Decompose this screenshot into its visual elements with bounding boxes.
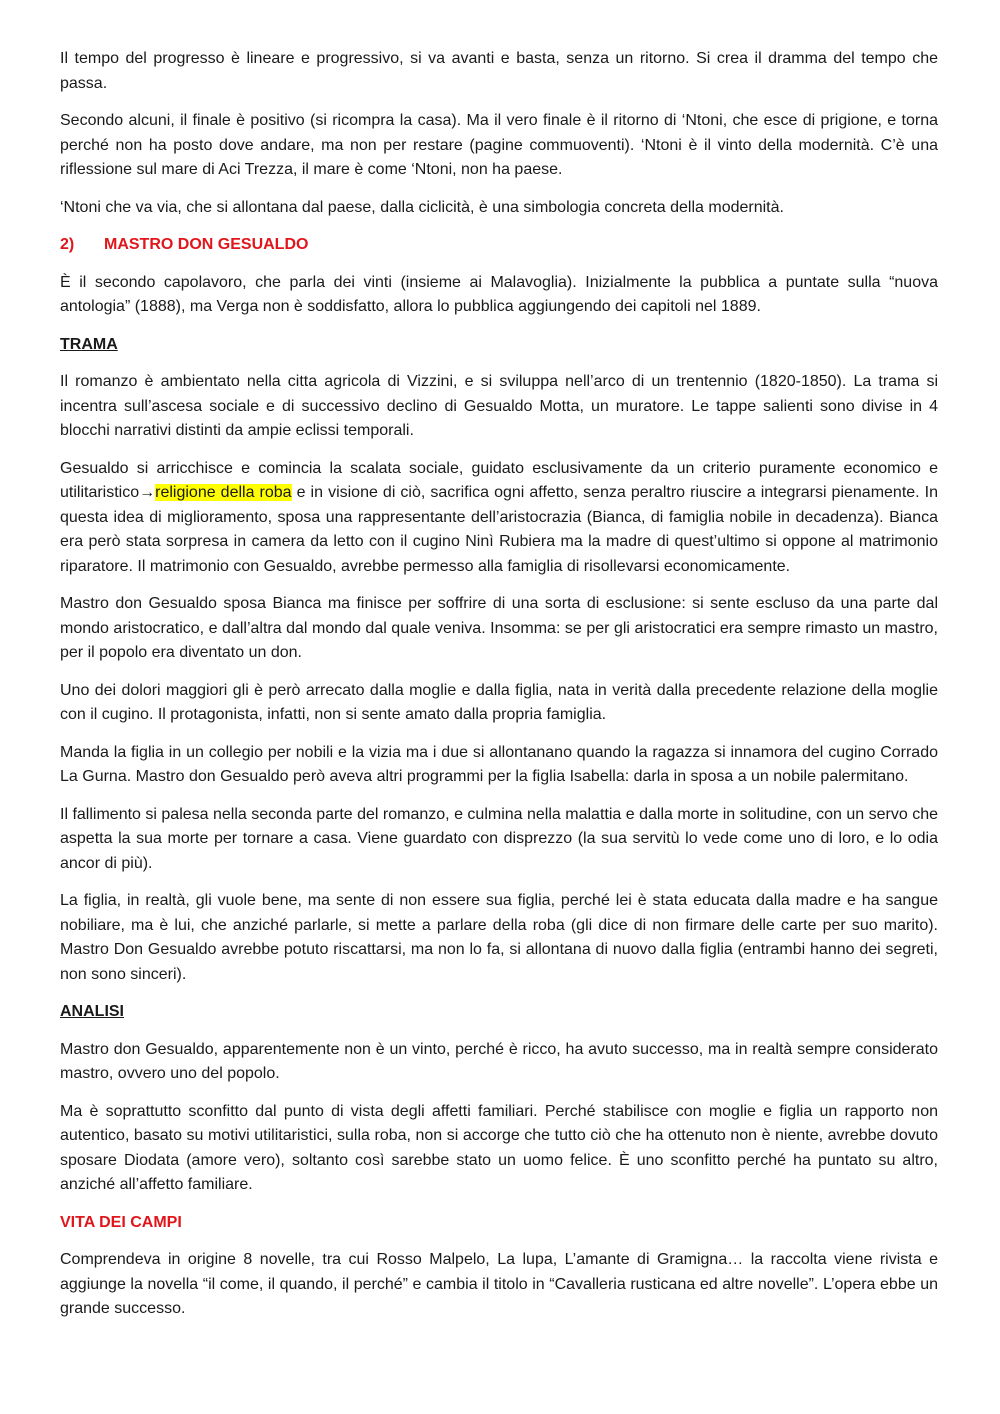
paragraph-scalata-sociale [60, 457, 938, 580]
paragraph-esclusione: Mastro don Gesualdo sposa Bianca ma finisce per soffrire di una sorta di esclusione: si sente escluso da una parte dal mondo aristocratico, e dall’altra dal mondo dal quale veniva. Insomma: se per gli aristocratici era sempre rimasto un mastro, per il popolo era diventato un don. [60, 595, 938, 661]
paragraph-tempo-progresso: Il tempo del progresso è lineare e progressivo, si va avanti e basta, senza un ritorno. Si crea il dramma del tempo che passa. [60, 50, 938, 92]
paragraph-capolavoro: È il secondo capolavoro, che parla dei vinti (insieme ai Malavoglia). Inizialmente la pubblica a puntate sulla “nuova antologia” (1888), ma Verga non è soddisfatto, allora lo pubblica aggiungendo dei capitoli nel 1889. [60, 273, 938, 315]
subheading-analisi: ANALISI [60, 1003, 124, 1020]
document-page [60, 47, 938, 1335]
paragraph-figlia-collegio: Manda la figlia in un collegio per nobili e la vizia ma i due si allontanano quando la ragazza si innamora del cugino Corrado La Gurna. Mastro don Gesualdo però aveva altri programmi per la figlia Isabella: darla in sposa a un nobile palermitano. [60, 743, 938, 785]
highlighted-religione-della-roba: religione della roba [155, 484, 292, 501]
paragraph-figlia-affetto: La figlia, in realtà, gli vuole bene, ma sente di non essere sua figlia, perché lei è stata educata dalla madre e ha sangue nobiliare, ma è lui, che anziché parlarle, si mette a parlare della roba (gli dice di non firmare delle carte per suo marito). Mastro Don Gesualdo avrebbe potuto riscattarsi, ma non lo fa, si allontana di nuovo dalla figlia (entrambi hanno dei segreti, non sono sinceri). [60, 892, 938, 983]
section-heading-mastro-don-gesualdo [60, 233, 938, 258]
paragraph-analisi-vinto: Mastro don Gesualdo, apparentemente non è un vinto, perché è ricco, ha avuto successo, ma in realtà sempre considerato mastro, ovvero uno del popolo. [60, 1040, 938, 1082]
paragraph-ntoni: ‘Ntoni che va via, che si allontana dal paese, dalla ciclicità, è una simbologia concreta della modernità. [60, 198, 784, 216]
section-title: MASTRO DON GESUALDO [104, 236, 309, 253]
paragraph-novelle: Comprendeva in origine 8 novelle, tra cui Rosso Malpelo, La lupa, L’amante di Gramigna… la raccolta viene rivista e aggiunge la novella “il come, il quando, il perché” e cambia il titolo in “Cavalleria rusticana ed altre novelle”. L’opera ebbe un grande successo. [60, 1251, 938, 1317]
subheading-trama: TRAMA [60, 335, 118, 353]
paragraph-dolori: Uno dei dolori maggiori gli è però arrecato dalla moglie e dalla figlia, nata in verità dalla precedente relazione della moglie con il cugino. Il protagonista, infatti, non si sente amato dalla propria famiglia. [60, 681, 938, 723]
paragraph-finale: Secondo alcuni, il finale è positivo (si ricompra la casa). Ma il vero finale è il ritorno di ‘Ntoni, che esce di prigione, e torna perché non ha posto dove andare, ma non per restare (pagine commuoventi). ‘Ntoni è il vinto della modernità. C’è una riflessione sul mare di Aci Trezza, il mare è come ‘Ntoni, non ha paese. [60, 112, 938, 178]
text-scalata-intro: Gesualdo si arricchisce e comincia la scalata sociale, guidato esclusivamente da un criterio puramente economico e utilitaristico [60, 459, 938, 501]
section-number: 2) [60, 236, 75, 253]
text-scalata-rest: e in visione di ciò, sacrifica ogni affetto, senza peraltro riuscire a integrarsi pienamente. In questa idea di miglioramento, sposa una rappresentante dell’aristocrazia (Bianca, di famiglia nobile in decadenza). Bianca era però stata sorpresa in camera da letto con il cugino Ninì Rubiera ma la madre di quest’ultimo si oppone al matrimonio riparatore. Il matrimonio con Gesualdo, avrebbe permesso alla famiglia di risollevarsi economicamente. [60, 484, 939, 575]
arrow-icon: → [139, 484, 156, 501]
paragraph-analisi-sconfitto: Ma è soprattutto sconfitto dal punto di vista degli affetti familiari. Perché stabilisce con moglie e figlia un rapporto non autentico, basato su motivi utilitaristici, sulla roba, non si accorge che tutto ciò che ha ottenuto non è niente, avrebbe dovuto sposare Diodata (amore vero), soltanto così sarebbe stato un uomo felice. È uno sconfitto perché ha puntato su altro, anziché all’affetto familiare. [60, 1102, 938, 1193]
section-heading-vita-dei-campi: VITA DEI CAMPI [60, 1213, 182, 1231]
paragraph-fallimento: Il fallimento si palesa nella seconda parte del romanzo, e culmina nella malattia e dalla morte in solitudine, con un servo che aspetta la sua morte per tornare a casa. Viene guardato con disprezzo (la sua servitù lo vede come uno di loro, e lo odia ancor di più). [60, 805, 938, 872]
paragraph-ambientazione: Il romanzo è ambientato nella citta agricola di Vizzini, e si sviluppa nell’arco di un trentennio (1820-1850). La trama si incentra sull’ascesa sociale e di successivo declino di Gesualdo Motta, un muratore. Le tappe salienti sono divise in 4 blocchi narrativi distinti da ampie eclissi temporali. [60, 373, 938, 439]
